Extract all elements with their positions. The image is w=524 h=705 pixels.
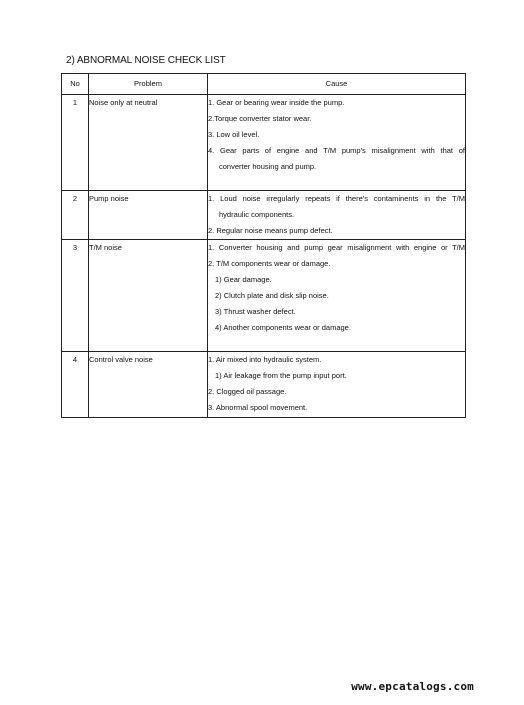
header-problem: Problem	[89, 74, 208, 95]
cause-line: 3. Abnormal spool movement.	[208, 403, 308, 412]
cause-line: 2. T/M components wear or damage.	[208, 259, 331, 268]
cause-line: 2. Regular noise means pump defect.	[208, 226, 333, 235]
cause-cell	[208, 240, 466, 352]
cause-line: 1. Loud noise irregularly repeats if there's contaminents in the T/M	[208, 194, 465, 203]
header-no: No	[62, 74, 89, 95]
header-cause: Cause	[208, 74, 466, 95]
table-row	[62, 95, 466, 191]
section-title: 2) ABNORMAL NOISE CHECK LIST	[66, 55, 226, 66]
cause-line: 4. Gear parts of engine and T/M pump's misalignment with that of	[208, 146, 465, 155]
problem-cell: Pump noise	[89, 191, 208, 240]
cause-line: 3. Low oil level.	[208, 130, 260, 139]
problem-cell: T/M noise	[89, 240, 208, 352]
table-header-row	[62, 74, 466, 95]
row-number: 2	[62, 191, 89, 240]
cause-line: 2. Clogged oil passage.	[208, 387, 287, 396]
cause-cell	[208, 352, 466, 418]
problem-cell: Control valve noise	[89, 352, 208, 418]
cause-line: hydraulic components.	[219, 210, 295, 219]
cause-line: 4) Another components wear or damage.	[215, 323, 351, 332]
cause-line: 2) Clutch plate and disk slip noise.	[215, 291, 329, 300]
cause-cell	[208, 95, 466, 191]
cause-line: converter housing and pump.	[219, 162, 317, 171]
table-row	[62, 191, 466, 240]
cause-line: 1) Air leakage from the pump input port.	[215, 371, 347, 380]
problem-cell: Noise only at neutral	[89, 95, 208, 191]
cause-line: 1) Gear damage.	[215, 275, 272, 284]
cause-line: 1. Air mixed into hydraulic system.	[208, 355, 322, 364]
cause-line: 3) Thrust washer defect.	[215, 307, 296, 316]
cause-line: 1. Gear or bearing wear inside the pump.	[208, 98, 345, 107]
website-watermark: www.epcatalogs.com	[351, 680, 474, 693]
cause-line: 1. Converter housing and pump gear misalignment with engine or T/M	[208, 243, 465, 252]
row-number: 1	[62, 95, 89, 191]
table-row	[62, 352, 466, 418]
table-row	[62, 240, 466, 352]
row-number: 4	[62, 352, 89, 418]
cause-line: 2.Torque converter stator wear.	[208, 114, 312, 123]
cause-cell	[208, 191, 466, 240]
row-number: 3	[62, 240, 89, 352]
noise-checklist-table	[61, 73, 466, 418]
